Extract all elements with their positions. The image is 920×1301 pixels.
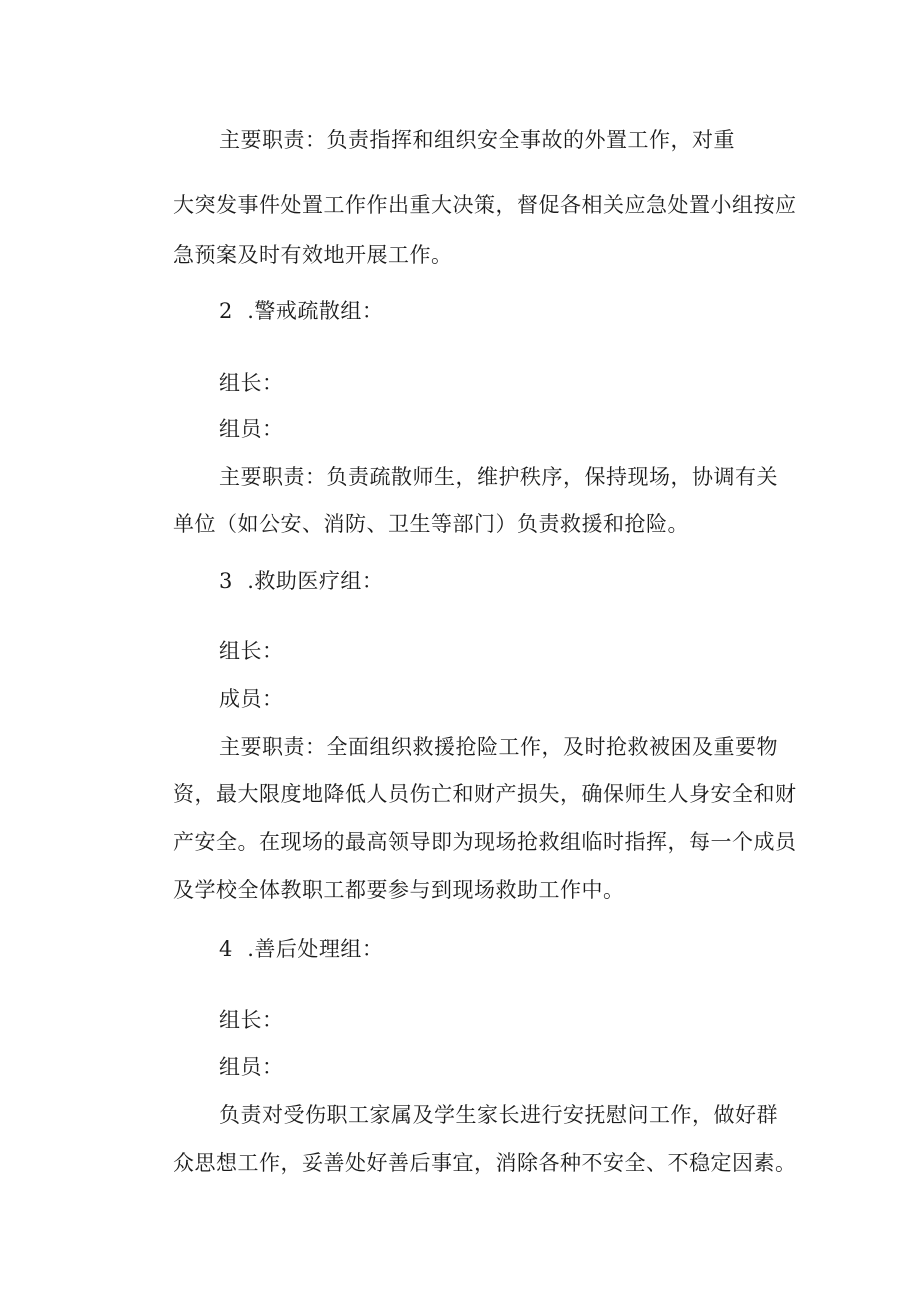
section4-heading: 4 .善后处理组：	[219, 937, 384, 961]
section1-duty-line2: 大突发事件处置工作作出重大决策，督促各相关应急处置小组按应	[173, 193, 797, 217]
section1-duty-line3: 急预案及时有效地开展工作。	[173, 243, 453, 267]
section2-duty-line2: 单位（如公安、消防、卫生等部门）负责救援和抢险。	[173, 512, 689, 536]
section2-duty-line1: 主要职责：负责疏散师生，维护秩序，保持现场，协调有关	[219, 465, 778, 489]
section4-duty-line2: 众思想工作，妥善处好善后事宜，消除各种不安全、不稳定因素。	[173, 1151, 797, 1175]
section2-members: 组员：	[219, 417, 284, 441]
section1-duty-line1: 主要职责：负责指挥和组织安全事故的外置工作，对重	[219, 128, 735, 152]
section3-duty-line2: 资，最大限度地降低人员伤亡和财产损失，确保师生人身安全和财	[173, 782, 797, 806]
section3-heading: 3 .救助医疗组：	[219, 569, 384, 593]
section4-leader: 组长：	[219, 1008, 284, 1032]
section4-members: 组员：	[219, 1055, 284, 1079]
section3-leader: 组长：	[219, 639, 284, 663]
section3-duty-line3: 产安全。在现场的最高领导即为现场抢救组临时指挥，每一个成员	[173, 830, 797, 854]
section3-duty-line1: 主要职责：全面组织救援抢险工作，及时抢救被困及重要物	[219, 735, 778, 759]
section3-duty-line4: 及学校全体教职工都要参与到现场救助工作中。	[173, 878, 625, 902]
section4-duty-line1: 负责对受伤职工家属及学生家长进行安抚慰问工作，做好群	[219, 1103, 778, 1127]
section2-leader: 组长：	[219, 371, 284, 395]
section2-heading: 2 .警戒疏散组：	[219, 299, 384, 323]
section3-members: 成员：	[219, 687, 284, 711]
